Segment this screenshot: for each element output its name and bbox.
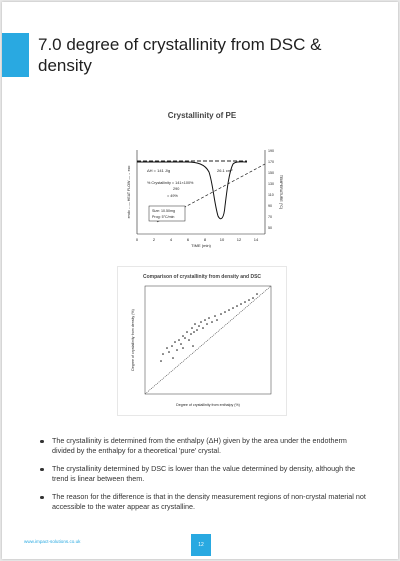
data-point [191, 327, 193, 329]
formula-result: = 49% [167, 194, 178, 198]
bullet-item: The reason for the difference is that in the density measurement regions of non-crystal material not accessible to the water appear as crystalline. [38, 492, 368, 512]
data-point [256, 293, 258, 295]
right-axis-label: TEMPERATURE (°C) [279, 174, 283, 210]
data-point [178, 339, 180, 341]
data-point [202, 327, 204, 329]
document-page [2, 2, 398, 559]
data-point [208, 317, 210, 319]
data-point [166, 347, 168, 349]
density-vs-dsc-figure [117, 266, 287, 416]
data-point [184, 337, 186, 339]
x-tick: 8 [203, 237, 207, 242]
data-point [240, 303, 242, 305]
figure-title: Comparison of crystallinity from density and DSC [142, 274, 262, 280]
formula-label: % Crystallinity = 141×100% [147, 181, 194, 185]
x-tick: 0 [135, 237, 139, 242]
x-tick: 12 [236, 237, 242, 242]
x-axis-label: Degree of crystallinity from enthalpy (%) [176, 403, 240, 407]
data-point [168, 351, 170, 353]
data-point [190, 333, 192, 335]
data-point [194, 323, 196, 325]
x-tick: 10 [219, 237, 225, 242]
bullet-list [38, 436, 368, 520]
data-point [174, 341, 176, 343]
y-axis-label: Degree of crystallinity from density (%) [131, 309, 135, 371]
data-point [196, 329, 198, 331]
data-point [214, 315, 216, 317]
data-point [200, 321, 202, 323]
page-number-badge: 12 [191, 534, 211, 556]
data-point [186, 331, 188, 333]
x-tick: 6 [186, 237, 190, 242]
data-point [162, 353, 164, 355]
right-tick: 50 [268, 226, 272, 230]
x-tick: 2 [152, 237, 156, 242]
right-ticks [268, 149, 274, 230]
dsc-crystallinity-figure [117, 102, 287, 252]
data-point [172, 357, 174, 359]
delta-h-label: ΔH = 141 J/g [147, 168, 171, 173]
data-point [204, 319, 206, 321]
data-point [176, 349, 178, 351]
data-point [224, 311, 226, 313]
sample-size-label: Size: 10.50mg [152, 209, 175, 213]
data-point [228, 309, 230, 311]
sample-prog-label: Prog: 5°C/min [152, 215, 175, 219]
right-tick: 90 [268, 204, 272, 208]
right-tick: 70 [268, 215, 272, 219]
x-ticks [136, 237, 259, 242]
data-point [188, 339, 190, 341]
data-point [206, 323, 208, 325]
data-point [252, 297, 254, 299]
data-point [193, 331, 195, 333]
right-tick: 190 [268, 149, 274, 153]
area-label: 26.1 cm² [217, 168, 233, 173]
figure-title: Crystallinity of PE [167, 111, 237, 120]
page-title: 7.0 degree of crystallinity from DSC & density [38, 35, 322, 75]
data-point [220, 313, 222, 315]
right-tick: 150 [268, 171, 274, 175]
data-point [211, 321, 213, 323]
data-point [171, 345, 173, 347]
formula-denominator: 290 [173, 187, 180, 191]
footer-url-link[interactable]: www.impact-solutions.co.uk [24, 539, 81, 544]
data-point [180, 343, 182, 345]
right-tick: 130 [268, 182, 274, 186]
right-tick: 170 [268, 160, 274, 164]
right-tick: 110 [268, 193, 274, 197]
data-point [248, 299, 250, 301]
x-axis-label: TIME (min) [191, 243, 211, 248]
bullet-item: The crystallinity determined by DSC is lower than the value determined by density, although the trend is linear between them. [38, 464, 368, 484]
left-axis-label: endo ←— HEAT FLOW —→ exo [127, 165, 131, 219]
data-point [182, 335, 184, 337]
data-point [198, 325, 200, 327]
bullet-item: The crystallinity is determined from the enthalpy (ΔH) given by the area under the endotherm divided by the enthalpy for a theoretical 'pure' crystal. [38, 436, 368, 456]
data-point [160, 360, 162, 362]
data-point [216, 319, 218, 321]
data-point [244, 301, 246, 303]
data-point [182, 347, 184, 349]
data-point [192, 345, 194, 347]
data-point [236, 305, 238, 307]
x-tick: 4 [169, 237, 173, 242]
figure-frame [118, 267, 287, 416]
title-accent-bar [2, 33, 29, 77]
data-point [232, 307, 234, 309]
x-tick: 14 [253, 237, 259, 242]
